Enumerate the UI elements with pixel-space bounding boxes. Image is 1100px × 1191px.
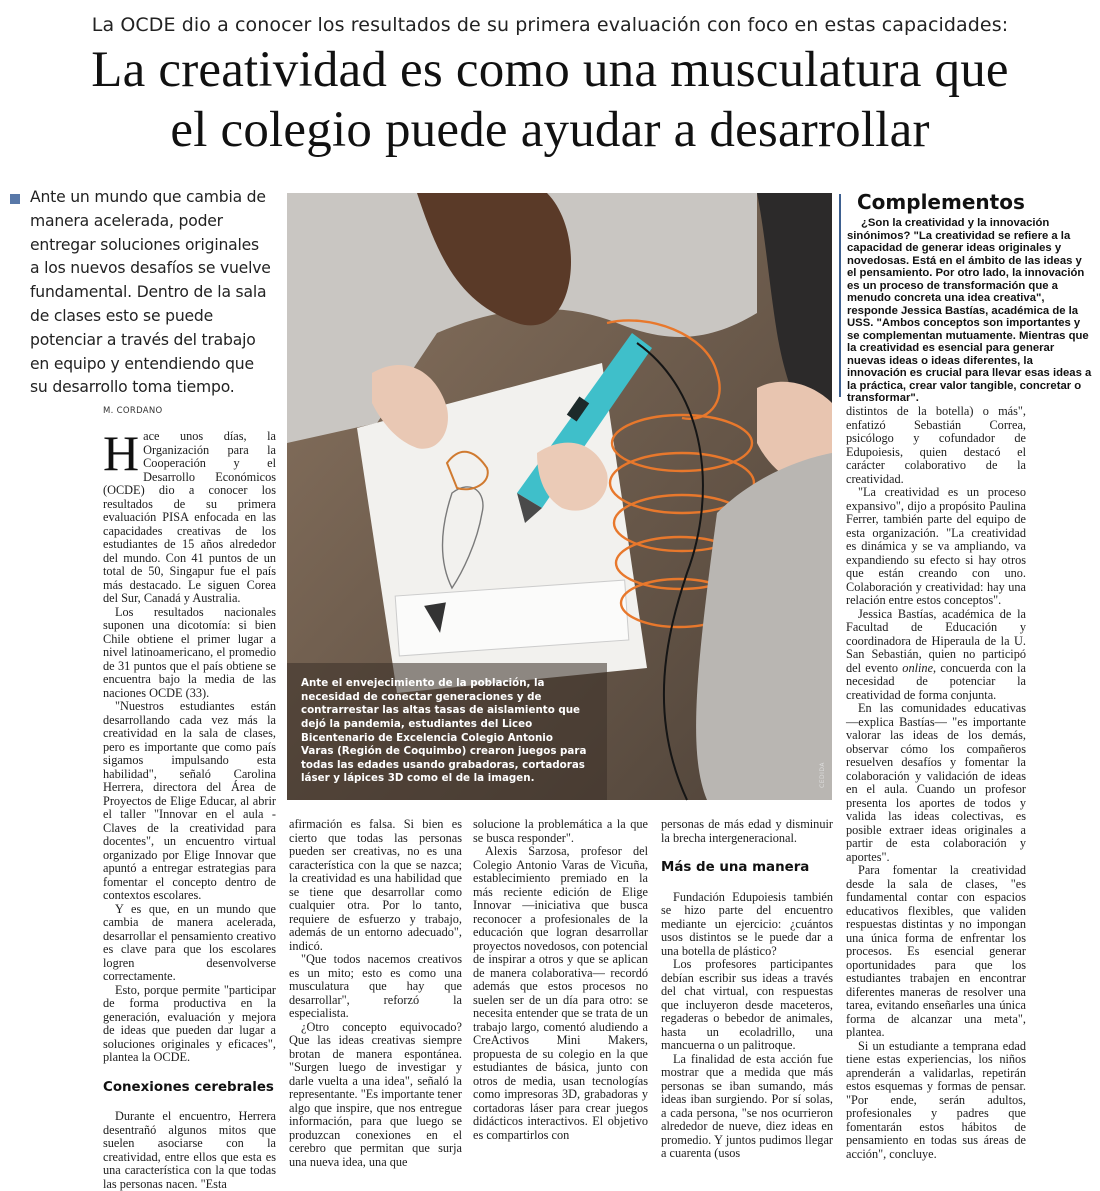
article-paragraph: Alexis Sarzosa, profesor del Colegio Antonio Varas de Vicuña, establecimiento premiado en la más reciente edición de Elige Innovar —iniciativa que busca reconocer a profesionales de la educación que logran desarrollar proyectos novedosos, con potencial de inspirar a otros y que se aplican de manera colaborativa— recordó además que estos procesos no suelen ser de un día para otro: se necesita entender que se trata de un trabajo largo, comentó aludiendo a CreActivos Mini Makers, propuesta de su colegio en la que estudiantes de básica, junto con otros de media, usan tecnologías como impresoras 3D, grabadoras y cortadoras láser para crear juegos didácticos interactivos. El objetivo es compartirlos con (473, 844, 648, 1142)
sidebar-complementos (847, 190, 1094, 405)
article-paragraph: Si un estudiante a temprana edad tiene estas experiencias, los niños aprenderán a validarlas, repetirán estos esquemas y formas de pensar. "Por ende, serán adultos, profesionales y padres que fomentarán estos hábitos de pensamiento en todas sus áreas de acción", concluye. (846, 1038, 1026, 1161)
sidebar-accent-bar (839, 194, 841, 397)
article-text: , concuerda con la necesidad de potenciar la creatividad de forma conjunta. (846, 660, 1026, 702)
lead-bullet-icon (10, 194, 20, 204)
article-paragraph: La finalidad de esta acción fue mostrar que a medida que más personas se iban sumando, más ideas iban surgiendo. Por sí solas, a cada persona, "se nos ocurrieron alrededor de nueve, diez ideas en promedio. Y juntos pudimos llegar a cuarenta (usos (661, 1051, 833, 1160)
article-column-4 (661, 818, 833, 1161)
article-paragraph: Fundación Edupoiesis también se hizo parte del encuentro mediante un ejercicio: ¿cuántos usos distintos se le puede dar a una botella de plástico? (661, 889, 833, 958)
headline-line-2: el colegio puede ayudar a desarrollar (170, 102, 930, 158)
byline: M. CORDANO (103, 406, 163, 416)
article-paragraph: solucione la problemática a la que se busca responder". (473, 817, 648, 845)
lead (10, 186, 272, 400)
sidebar-title: Complementos (857, 190, 1025, 214)
article-paragraph: "Nuestros estudiantes están desarrollando cada vez más la creatividad en la sala de clases, pero es importante que como país sigamos impulsando esta habilidad", señaló Carolina Herrera, directora del Área de Proyectos de Elige Educar, al abrir el taller "Innovar en el aula - Claves de la creatividad para docentes", un encuentro virtual organizado por Elige Innovar que apuntó a entregar estrategias para fomentar el concepto dentro de contextos escolares. (103, 699, 276, 902)
article-paragraph (103, 425, 276, 606)
article-column-2 (289, 818, 462, 1169)
subhead-mas-de-una-manera: Más de una manera (661, 860, 810, 875)
article-paragraph (846, 608, 1026, 703)
article-paragraph: Los profesores participantes debían escribir sus ideas a través del chat virtual, con respuestas que incluyeron desde maceteros, regaderas o bebedor de animales, hasta un ecoladrillo, una mancuerna o un palitroque. (661, 957, 833, 1052)
article-paragraph: "La creatividad es un proceso expansivo", dijo a propósito Paulina Ferrer, también parte del equipo de esta organización. "La creatividad es dinámica y se va ampliando, va expandiendo su efecto si hay otros que están creando con uno. Colaboración y creatividad: hay una relación entre estos conceptos". (846, 485, 1026, 607)
kicker: La OCDE dio a conocer los resultados de su primera evaluación con foco en estas capacidades: (91, 14, 1009, 36)
dropcap: H (103, 425, 140, 481)
article-text: Jessica Bastías, académica de la Facultad de Educación y coordinadora de Hiperaula de la U. San Sebastián, quien no participó del evento (846, 606, 1026, 675)
article-paragraph: En las comunidades educativas —explica Bastías— "es importante valorar las ideas de los demás, observar cómo los compañeros resuelven desafíos y fomentar la colaboración y validación de ideas en el aula. Cuando un profesor presenta los aportes de todos y valida las ideas colectivas, es posible extraer ideas originales a partir de esta colaboración y aportes". (846, 701, 1026, 864)
photo-caption: Ante el envejecimiento de la población, la necesidad de conectar generaciones y de contrarrestar las altas tasas de aislamiento que dejó la pandemia, estudiantes del Liceo Bicentenario de Excelencia Colegio Antonio Varas (Región de Coquimbo) crearon juegos para todas las edades usando grabadoras, cortadoras láser y lápices 3D como el de la imagen. (301, 677, 587, 785)
article-paragraph: afirmación es falsa. Si bien es cierto que todas las personas pueden ser creativas, no es una característica con la que se nazca; la creatividad es una habilidad que se tiene que desarrollar como cualquier otra. Por lo tanto, requiere de esfuerzo y trabajo, además de un entorno adecuado", indicó. (289, 817, 462, 953)
photo (287, 193, 832, 800)
sidebar-body: ¿Son la creatividad y la innovación sinónimos? "La creatividad se refiere a la capacidad de generar ideas originales y novedosas. Está en el ámbito de las ideas y el pensamiento. Por otro lado, la innovación es un proceso de transformación que a menudo concreta una idea creativa", responde Jessica Bastías, académica de la USS. "Ambos conceptos son importantes y se complementan mutuamente. Mientras que la creatividad es esencial para generar nuevas ideas o ideas diferentes, la innovación es crucial para llevar esas ideas a la práctica, crear valor tangible, concretar o transformar". (847, 217, 1092, 404)
article-paragraph: "Que todos nacemos creativos es un mito; esto es como una musculatura que hay que desarrollar", reforzó la especialista. (289, 952, 462, 1020)
article-column-3 (473, 818, 648, 1142)
subhead-conexiones: Conexiones cerebrales (103, 1079, 274, 1095)
article-paragraph: Los resultados nacionales suponen una dicotomía: si bien Chile obtiene el primer lugar a nivel latinoamericano, el promedio de 31 puntos que el país obtiene se encuentra bajo la media de las naciones OCDE (33). (103, 604, 276, 700)
article-paragraph: Esto, porque permite "participar de forma productiva en la generación, evaluación y mejora de ideas que pueden dar lugar a soluciones originales y eficaces", plantea la OCDE. (103, 982, 276, 1064)
article-paragraph: distintos de la botella) o más", enfatizó Sebastián Correa, psicólogo y cofundador de Edupoiesis, quien destacó el carácter colaborativo de la creatividad. (846, 404, 1026, 486)
headline (10, 40, 1090, 160)
photo-credit: CEDIDA (819, 762, 826, 788)
article-text-italic: online (902, 660, 934, 675)
article-paragraph: Y es que, en un mundo que cambia de manera acelerada, desarrollar el pensamiento creativo es clave para que los escolares logren desenvolverse correctamente. (103, 901, 276, 983)
article-text: ace unos días, la Organización para la Cooperación y el Desarrollo Económicos (OCDE) dio a conocer los resultados de su primera evaluación PISA enfocada en las capacidades creativas de los estudiantes de 15 años alrededor del mundo. Con 41 puntos de un total de 50, Singapur fue el país más destacado. Le siguen Corea del Sur, Canadá y Australia. (103, 429, 276, 605)
article-paragraph: ¿Otro concepto equivocado? Que las ideas creativas siempre brotan de manera espontánea. "Surgen luego de investigar y darle vuelta a una idea", señaló la representante. "Es importante tener algo que inspire, que nos entregue información, para que luego se produzcan conexiones en el cerebro que permitan que surja una nueva idea, una que (289, 1019, 463, 1169)
article-paragraph: personas de más edad y disminuir la brecha intergeneracional. (661, 817, 833, 845)
article-paragraph: Para fomentar la creatividad desde la sala de clases, "es fundamental contar con espacios educativos flexibles, que validen respuestas distintas y no impongan una única forma de enfrentar los procesos. Es esencial generar oportunidades para que los estudiantes trabajen en encontrar diferentes maneras de resolver una tarea, evitando enseñarles una única forma de alcanzar una meta", plantea. (846, 863, 1026, 1039)
lead-text: Ante un mundo que cambia de manera acelerada, poder entregar soluciones originales a los nuevos desafíos se vuelve fundamental. Dentro de la sala de clases esto se puede potenciar a través del trabajo en equipo y entendiendo que su desarrollo toma tiempo. (30, 188, 271, 397)
headline-line-1: La creatividad es como una musculatura que (91, 42, 1009, 98)
article-paragraph: Durante el encuentro, Herrera desentrañó algunos mitos que suelen asociarse con la creatividad, entre ellos que esta es una característica con la que todas las personas nacen. "Esta (103, 1109, 276, 1191)
article-column-1 (103, 425, 276, 1191)
article-column-5 (846, 405, 1026, 1161)
